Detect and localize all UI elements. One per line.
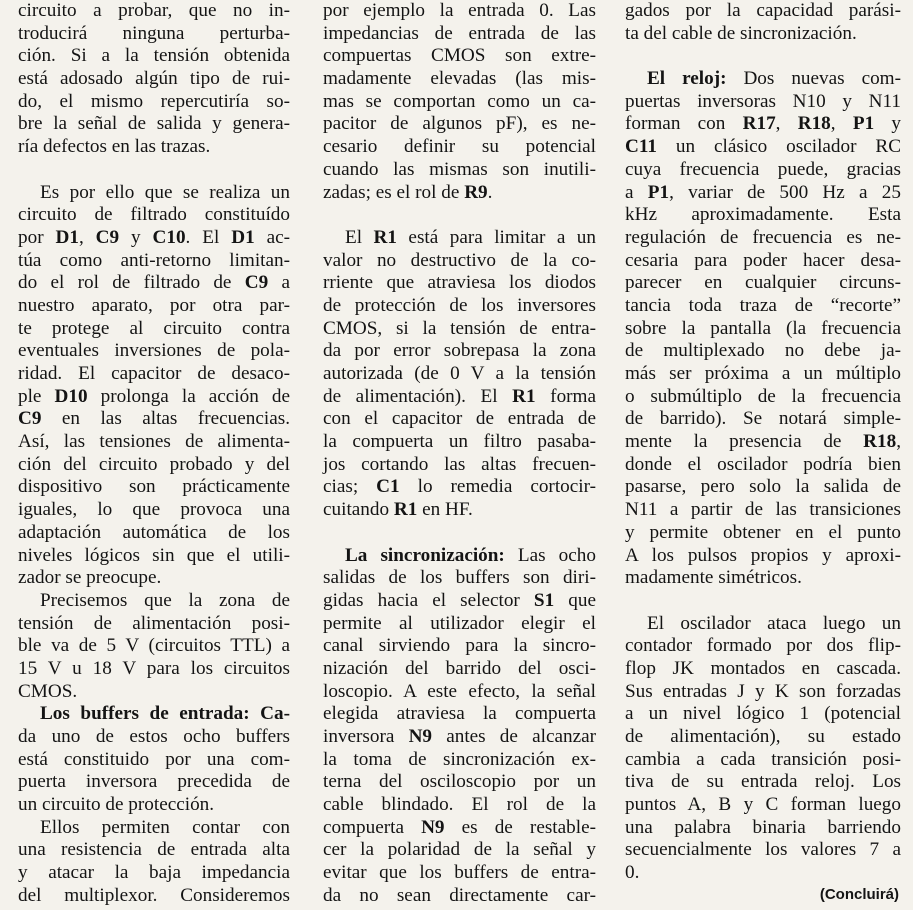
text-line: ple D10 prolonga la acción de <box>18 385 290 407</box>
text-line: iguales, lo que provoca una <box>18 499 290 521</box>
text-line: adaptación automática de los <box>18 521 290 543</box>
text-line: C11 un clásico oscilador RC <box>625 136 901 158</box>
text-line: por D1, C9 y C10. El D1 ac- <box>18 226 290 248</box>
text-line: y atacar la baja impedancia <box>18 862 290 884</box>
text-line: Los buffers de entrada: Ca- <box>40 703 291 725</box>
text-line: permite al utilizador elegir el <box>323 612 596 634</box>
text-line: forman con R17, R18, P1 y <box>625 113 902 135</box>
text-line: troducirá ninguna perturba- <box>18 22 290 44</box>
text-line: salidas de los buffers son diri- <box>323 567 596 589</box>
text-line: más ser próxima a un múltiplo <box>625 363 901 384</box>
text-line: El reloj: Dos nuevas com- <box>647 68 901 90</box>
text-line: túa como anti-retorno limitan- <box>18 249 290 271</box>
text-line: ridad. El capacitor de desaco- <box>18 363 290 384</box>
text-line: cias; C1 lo remedia cortocir- <box>323 476 596 498</box>
text-line: Es por ello que se realiza un <box>40 181 290 203</box>
text-line: Sus entradas J y K son forzadas <box>625 680 901 702</box>
text-line: Ellos permiten contar con <box>40 816 290 838</box>
text-line: inversora N9 antes de alcanzar <box>323 726 596 747</box>
text-line: da por error sobrepasa la zona <box>323 340 596 362</box>
text-line: de barrido). Se notará simple- <box>625 408 901 430</box>
paragraph-gap <box>625 590 901 613</box>
text-line: zador se preocupe. <box>18 567 162 589</box>
text-column-2 <box>323 0 596 908</box>
text-line: tensión de alimentación posi- <box>18 612 290 634</box>
text-line: puerta inversora precedida de <box>18 771 290 793</box>
text-line: está constituido por una com- <box>18 748 290 770</box>
text-line: o submúltiplo de la frecuencia <box>625 385 901 407</box>
text-line: la compuerta un filtro pasaba- <box>323 431 596 453</box>
paragraph-gap <box>625 45 901 68</box>
text-line: ble va de 5 V (circuitos TTL) a <box>18 635 290 657</box>
text-line: cesario definir su potencial <box>323 136 596 158</box>
text-line: La sincronización: Las ocho <box>345 544 596 566</box>
text-line: pacitor de algunos pF), es ne- <box>323 113 596 135</box>
text-line: nización del barrido del osci- <box>323 657 596 679</box>
text-line: puntos A, B y C forman luego <box>625 794 901 816</box>
text-line: de protección de los inversores <box>323 294 596 316</box>
text-line: cer la polaridad de la señal y <box>323 839 596 861</box>
text-line: por ejemplo la entrada 0. Las <box>323 0 596 21</box>
text-line: cambia a cada transición posi- <box>625 748 901 770</box>
text-line: una resistencia de entrada alta <box>18 839 290 861</box>
text-line: El R1 está para limitar a un <box>345 226 596 248</box>
text-line: da uno de estos ocho buffers <box>18 726 290 747</box>
text-line: donde el oscilador podría bien <box>625 453 901 475</box>
text-line: ción. Si a la tensión obtenida <box>18 45 290 67</box>
text-line: ción del circuito probado y del <box>18 453 290 475</box>
text-line: está adosado algún tipo de rui- <box>18 68 290 90</box>
text-line: Así, las tensiones de alimenta- <box>18 431 290 453</box>
text-line: una palabra binaria barriendo <box>625 816 901 838</box>
text-line: autorizada (de 0 V a la tensión <box>323 363 596 384</box>
text-line: cuitando R1 en HF. <box>323 499 473 521</box>
text-line: tiva de su entrada reloj. Los <box>625 771 901 793</box>
text-line: niveles lógicos sin que el utili- <box>18 544 290 566</box>
text-line: gados por la capacidad parási- <box>625 0 901 21</box>
text-line: rriente que atraviesa los diodos <box>323 272 596 294</box>
text-line: de alimentación). El R1 forma <box>323 385 596 407</box>
text-line: circuito de filtrado constituído <box>18 204 290 226</box>
text-line: ta del cable de sincronización. <box>625 22 857 44</box>
text-line: loscopio. A este efecto, la señal <box>323 680 596 702</box>
text-line: canal sirviendo para la sincro- <box>323 635 596 657</box>
text-line: flop JK montados en cascada. <box>625 657 901 679</box>
text-line: madamente simétricos. <box>625 567 802 589</box>
text-line: kHz aproximadamente. Esta <box>625 204 901 226</box>
text-line: jos cortando las altas frecuen- <box>323 453 596 475</box>
text-column-1 <box>18 0 290 908</box>
text-line: ría defectos en las trazas. <box>18 136 211 158</box>
text-line: tancia toda traza de “recorte” <box>625 294 901 316</box>
paragraph-gap <box>323 204 596 227</box>
text-line: C9 en las altas frecuencias. <box>18 408 290 430</box>
text-line: a un nivel lógico 1 (potencial <box>625 703 901 725</box>
text-line: El oscilador ataca luego un <box>647 612 901 634</box>
text-line: a P1, variar de 500 Hz a 25 <box>625 181 901 203</box>
text-line: elegida atraviesa la compuerta <box>323 703 596 725</box>
text-line: N11 a partir de las transiciones <box>625 499 901 521</box>
text-line: Precisemos que la zona de <box>40 589 290 611</box>
text-line: impedancias de entrada de las <box>323 22 596 44</box>
text-line: do el rol de filtrado de C9 a <box>18 272 290 294</box>
text-line: regulación de frecuencia es ne- <box>625 226 901 248</box>
paragraph-gap <box>323 522 596 545</box>
text-column-3 <box>625 0 901 885</box>
paragraph-gap <box>18 159 290 182</box>
text-line: y permite obtener en el punto <box>625 521 901 543</box>
text-line: valor no destructivo de la co- <box>323 249 596 271</box>
text-line: zadas; es el rol de R9. <box>323 181 493 203</box>
text-line: bre la señal de salida y genera- <box>18 113 290 135</box>
text-line: mas se comportan como un ca- <box>323 90 596 112</box>
text-line: mente la presencia de R18, <box>625 431 901 453</box>
text-line: cesaria para poder hacer desa- <box>625 249 901 271</box>
text-line: puertas inversoras N10 y N11 <box>625 90 901 112</box>
text-line: CMOS. <box>18 680 78 702</box>
text-line: 15 V u 18 V para los circuitos <box>18 657 290 679</box>
text-line: 0. <box>625 862 640 884</box>
text-line: la toma de sincronización ex- <box>323 748 596 770</box>
text-line: terna del osciloscopio por un <box>323 771 596 793</box>
text-line: te protege al circuito contra <box>18 317 290 339</box>
text-line: circuito a probar, que no in- <box>18 0 290 21</box>
text-line: A los pulsos propios y aproxi- <box>625 544 901 566</box>
closing-note: (Concluirá) <box>819 886 899 903</box>
text-line: secuencialmente los valores 7 a <box>625 839 901 861</box>
text-line: pasarse, pero solo la salida de <box>625 476 901 498</box>
text-line: do, el mismo repercutiría so- <box>18 90 290 112</box>
text-line: un circuito de protección. <box>18 794 215 816</box>
text-line: evitar que los buffers de entra- <box>323 862 596 884</box>
text-line: nuestro aparato, por otra par- <box>18 294 290 316</box>
text-line: dispositivo son prácticamente <box>18 476 290 498</box>
text-line: cable blindado. El rol de la <box>323 794 596 816</box>
text-line: de alimentación), su estado <box>625 726 901 747</box>
text-line: contador formado por dos flip- <box>625 635 901 657</box>
text-line: con el capacitor de entrada de <box>323 408 596 430</box>
text-line: de multiplexado no debe ja- <box>625 340 901 362</box>
text-line: cuya frecuencia puede, gracias <box>625 158 901 180</box>
text-line: madamente elevadas (las mis- <box>323 68 596 90</box>
text-line: parecer en cualquier circuns- <box>625 272 901 294</box>
text-line: sobre la pantalla (la frecuencia <box>625 317 901 339</box>
text-line: cuando las mismas son inutili- <box>323 158 596 180</box>
text-line: compuertas CMOS son extre- <box>323 45 596 67</box>
text-line: gidas hacia el selector S1 que <box>323 589 596 611</box>
text-line: del multiplexor. Consideremos <box>18 884 290 906</box>
text-line: eventuales inversiones de pola- <box>18 340 290 362</box>
text-line: CMOS, si la tensión de entra- <box>323 317 596 339</box>
text-line: compuerta N9 es de restable- <box>323 816 596 838</box>
text-line: da no sean directamente car- <box>323 884 596 906</box>
